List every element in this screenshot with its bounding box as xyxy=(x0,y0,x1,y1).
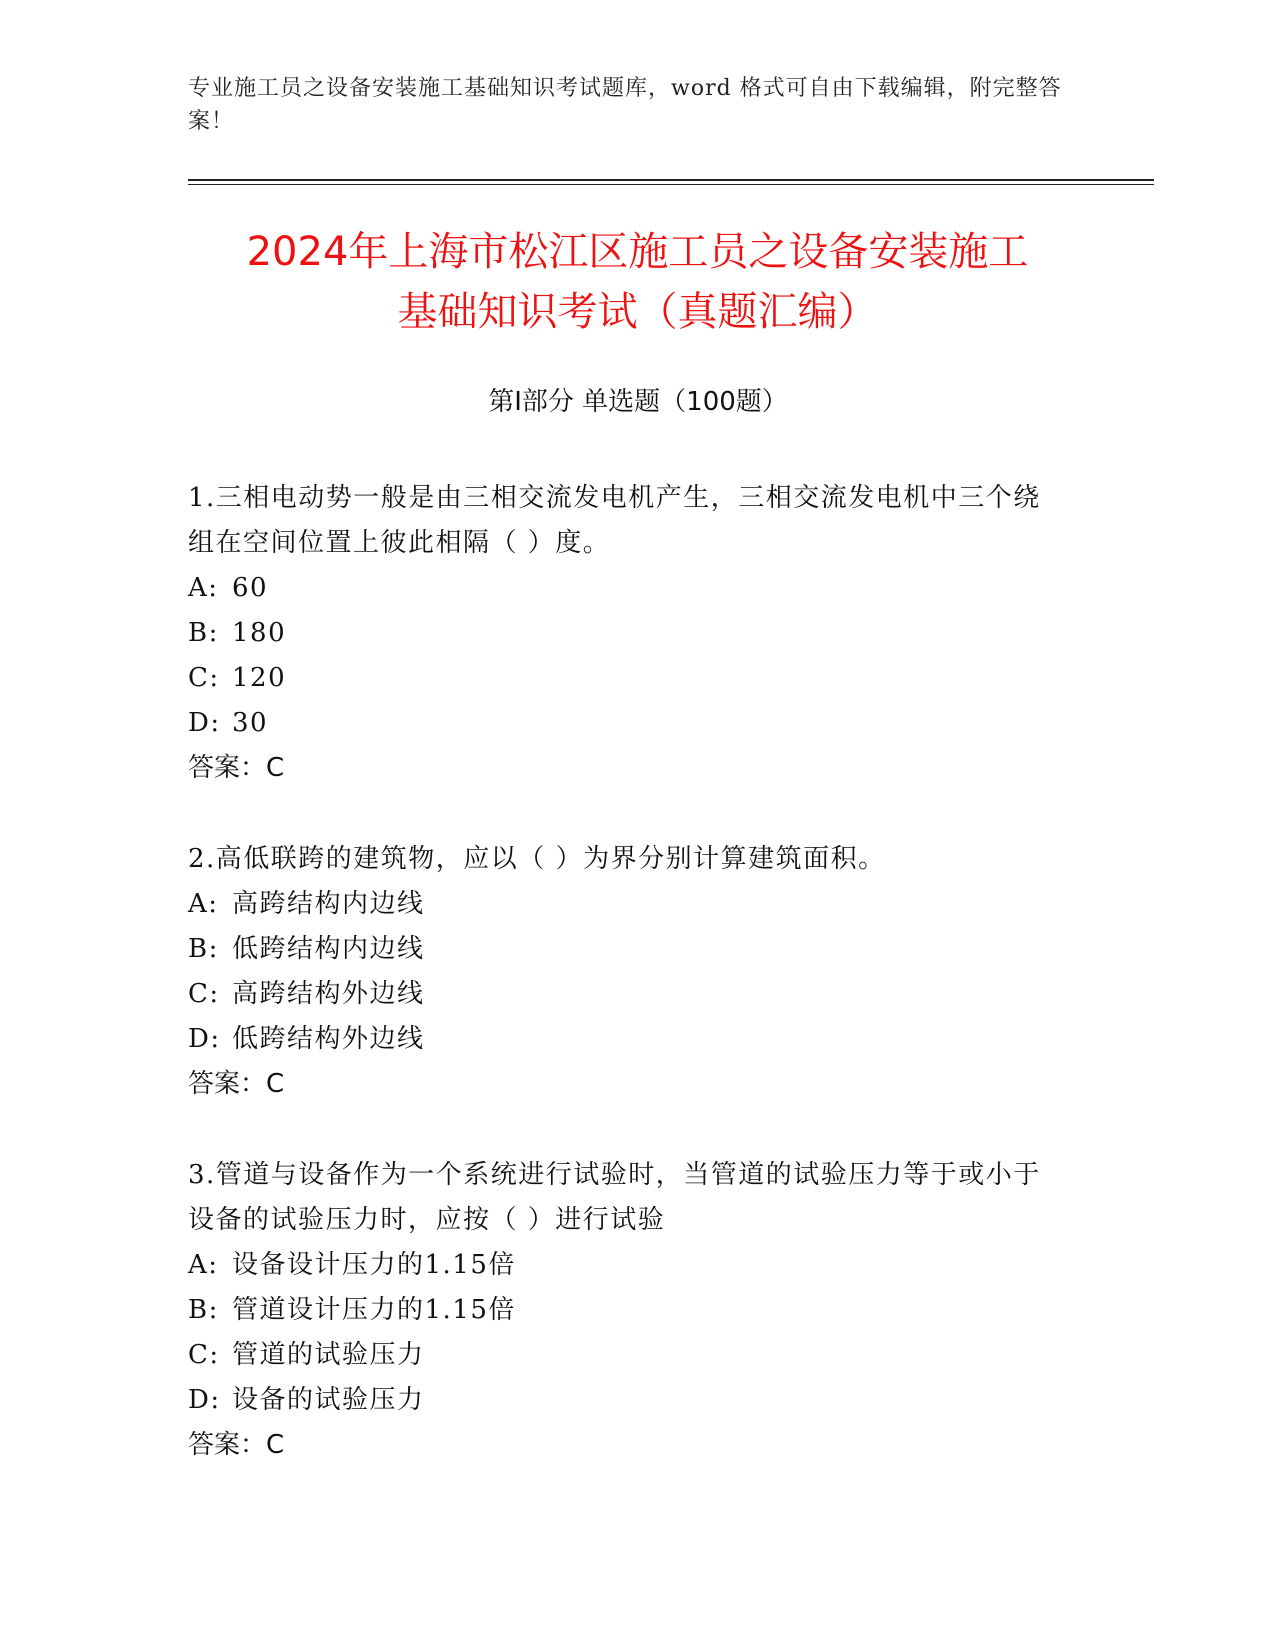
answer-label: 答案： xyxy=(188,1069,267,1099)
option-text: 低跨结构外边线 xyxy=(232,1024,425,1054)
option-d xyxy=(188,1378,1068,1423)
option-text: 设备设计压力的1.15倍 xyxy=(232,1250,516,1280)
answer xyxy=(188,746,1068,791)
question-stem: 2.高低联跨的建筑物，应以（ ）为界分别计算建筑面积。 xyxy=(188,844,886,874)
option-key: C: xyxy=(188,979,220,1009)
answer xyxy=(188,1423,1068,1468)
option-text: 180 xyxy=(232,618,287,648)
option-text: 高跨结构外边线 xyxy=(232,979,425,1009)
option-key: D: xyxy=(188,1024,221,1054)
question-list xyxy=(188,476,1068,1514)
option-key: D: xyxy=(188,708,221,738)
option-d xyxy=(188,701,1068,746)
section-title: 第Ⅰ部分 单选题（100题） xyxy=(488,387,788,417)
answer xyxy=(188,1062,1068,1107)
question-3 xyxy=(188,1153,1068,1468)
option-d xyxy=(188,1017,1068,1062)
option-b xyxy=(188,927,1068,972)
option-c xyxy=(188,1333,1068,1378)
answer-label: 答案： xyxy=(188,753,267,783)
option-text: 设备的试验压力 xyxy=(232,1385,425,1415)
option-text: 30 xyxy=(232,708,269,738)
document-title-line-2: 基础知识考试（真题汇编） xyxy=(397,289,878,335)
option-text: 120 xyxy=(232,663,287,693)
question-2 xyxy=(188,837,1068,1107)
option-a xyxy=(188,566,1068,611)
option-c xyxy=(188,656,1068,701)
option-key: A: xyxy=(188,889,219,919)
document-title-line-1: 2024年上海市松江区施工员之设备安装施工 xyxy=(246,229,1029,275)
question-1 xyxy=(188,476,1068,791)
question-stem: 1.三相电动势一般是由三相交流发电机产生，三相交流发电机中三个绕组在空间位置上彼此相隔（ ）度。 xyxy=(188,483,1041,558)
question-stem: 3.管道与设备作为一个系统进行试验时，当管道的试验压力等于或小于设备的试验压力时，应按（ ）进行试验 xyxy=(188,1160,1041,1235)
option-b xyxy=(188,611,1068,656)
document-title xyxy=(150,222,1125,342)
answer-value: C xyxy=(266,1069,285,1099)
option-text: 60 xyxy=(232,573,269,603)
option-a xyxy=(188,882,1068,927)
answer-value: C xyxy=(266,753,285,783)
option-key: D: xyxy=(188,1385,221,1415)
header-divider-thin xyxy=(188,184,1154,185)
option-text: 低跨结构内边线 xyxy=(232,934,425,964)
header-divider-thick xyxy=(188,179,1154,181)
option-key: C: xyxy=(188,1340,220,1370)
option-text: 高跨结构内边线 xyxy=(232,889,425,919)
option-c xyxy=(188,972,1068,1017)
option-key: C: xyxy=(188,663,220,693)
option-key: B: xyxy=(188,934,219,964)
option-b xyxy=(188,1288,1068,1333)
page-header-note: 专业施工员之设备安装施工基础知识考试题库，word 格式可自由下载编辑，附完整答案！ xyxy=(188,76,1062,134)
option-key: B: xyxy=(188,618,219,648)
option-text: 管道的试验压力 xyxy=(232,1340,425,1370)
option-key: A: xyxy=(188,1250,219,1280)
answer-label: 答案： xyxy=(188,1430,267,1460)
answer-value: C xyxy=(266,1430,285,1460)
option-text: 管道设计压力的1.15倍 xyxy=(232,1295,516,1325)
option-a xyxy=(188,1243,1068,1288)
option-key: A: xyxy=(188,573,219,603)
option-key: B: xyxy=(188,1295,219,1325)
